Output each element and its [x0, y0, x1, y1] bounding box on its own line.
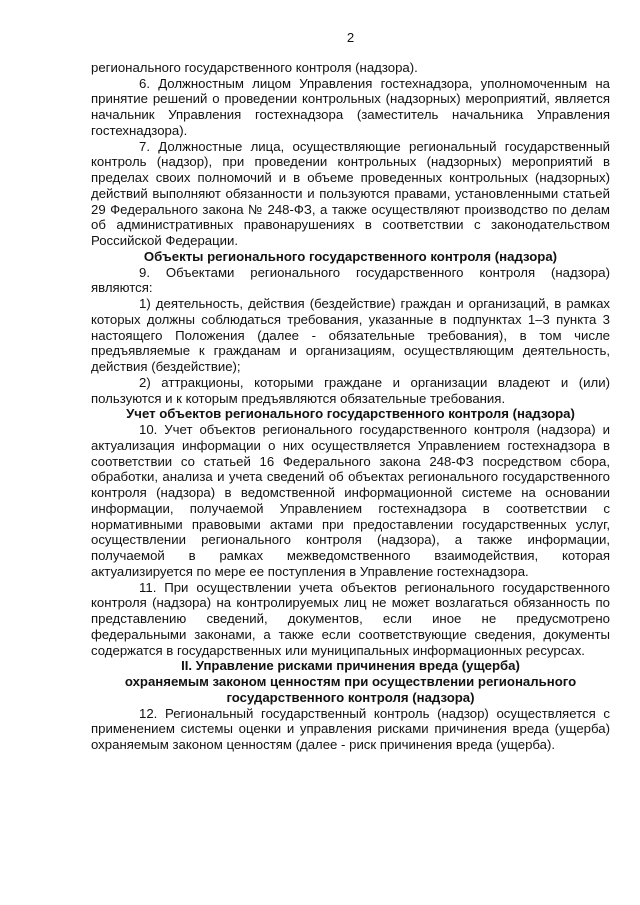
heading-line: государственного контроля (надзора): [226, 689, 475, 705]
page-number: 2: [346, 30, 355, 45]
section-heading-risk-management: [91, 658, 610, 705]
heading-line: охраняемым законом ценностям при осуществлении регионального: [124, 674, 577, 689]
paragraph-item-10: 10. Учет объектов регионального государственного контроля (надзора) и актуализация информации о них осуществляется Управлением гостехнадзора в соответствии со статьей 16 Федерального закона 248-ФЗ посредством сбора, обработки, анализа и учета сведений об объектах регионального государственного контроля (надзора) в ведомственной информационной системе на основании информации, получаемой Управлением гостехнадзора в соответствии с нормативными правовыми актами при предоставлении государственных услуг, осуществлении регионального контроля (надзора), а также информации, получаемой в рамках межведомственного взаимодействия, которая актуализируется по мере ее поступления в Управление гостехнадзора.: [91, 422, 610, 579]
paragraph-item-12: 12. Региональный государственный контроль (надзор) осуществляется с применением системы оценки и управления рисками причинения вреда (ущерба) охраняемым законом ценностям (далее - риск причинения вреда (ущерба).: [91, 705, 610, 752]
section-heading-accounting: [91, 406, 610, 422]
paragraph-subitem-1: 1) деятельность, действия (бездействие) граждан и организаций, в рамках которых должны соблюдаться требования, указанные в подпунктах 1–3 пункта 3 настоящего Положения (далее - обязательные требования), в том числе предъявляемые к гражданам и организациям, осуществляющим деятельность, действия (бездействие);: [91, 296, 610, 374]
paragraph-subitem-2: 2) аттракционы, которыми граждане и организации владеют и (или) пользуются и к которым предъявляются обязательные требования.: [91, 374, 610, 406]
paragraph-item-11: 11. При осуществлении учета объектов регионального государственного контроля (надзора) на контролируемых лиц не может возлагаться обязанность по представлению сведений, документов, если иное не предусмотрено федеральными законами, а также если соответствующие сведения, документы содержатся в государственных или муниципальных информационных ресурсах.: [91, 579, 610, 658]
heading-line: Учет объектов регионального государственного контроля (надзора): [126, 406, 575, 422]
paragraph-item-9: 9. Объектами регионального государственного контроля (надзора) являются:: [91, 264, 610, 296]
heading-line: Объекты регионального государственного контроля (надзора): [143, 248, 558, 264]
paragraph-continuation: регионального государственного контроля (надзора).: [91, 59, 418, 75]
heading-line: II. Управление рисками причинения вреда (ущерба): [181, 658, 520, 674]
section-heading-objects: [91, 249, 610, 265]
paragraph-item-7: 7. Должностные лица, осуществляющие региональный государственный контроль (надзор), при проведении контрольных (надзорных) мероприятий в пределах своих полномочий и в объеме проведенных контрольных (надзорных) действий выполняют обязанности и пользуются правами, установленными статьей 29 Федерального закона № 248-ФЗ, а также осуществляют производство по делам об административных правонарушениях в соответствии с законодательством Российской Федерации.: [91, 138, 610, 248]
paragraph-item-6: 6. Должностным лицом Управления гостехнадзора, уполномоченным на принятие решений о проведении контрольных (надзорных) мероприятий, является начальник Управления гостехнадзора (заместитель начальника Управления гостехнадзора).: [91, 75, 610, 138]
